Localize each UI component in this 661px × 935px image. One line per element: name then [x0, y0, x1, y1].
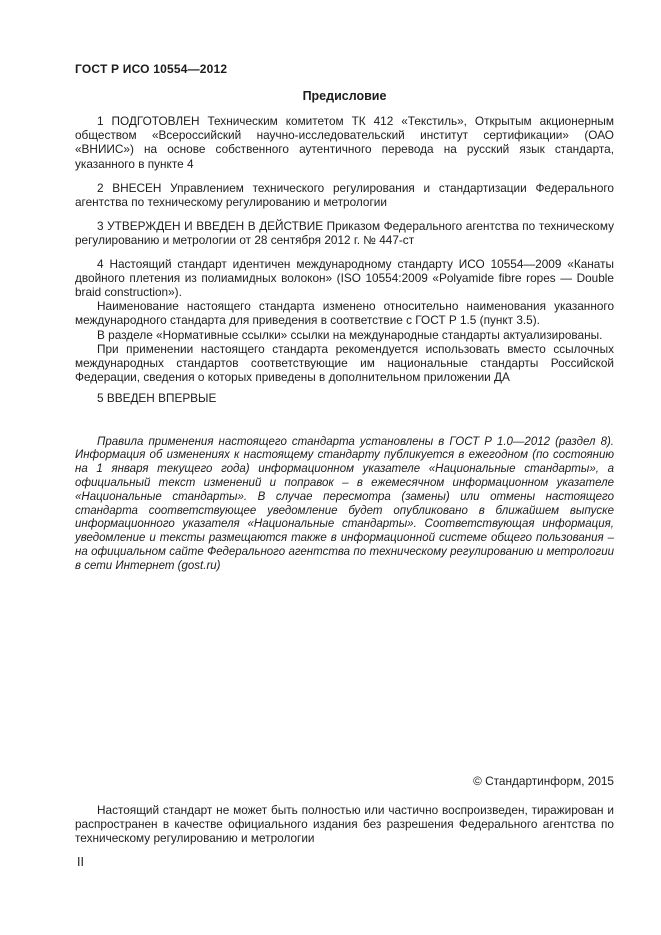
- foreword-item-5: 5 ВВЕДЕН ВПЕРВЫЕ: [97, 391, 217, 406]
- standard-code: ГОСТ Р ИСО 10554—2012: [75, 62, 228, 76]
- application-rules-note: Правила применения настоящего стандарта установлены в ГОСТ Р 1.0—2012 (раздел 8). Информация об изменениях к настоящему стандарту публикуется в ежегодном (по состоянию на 1 января текущего года) информационном указателе «Национальные стандарты», а официальный текст изменений и поправок – в ежемесячном информационном указателе «Национальные стандарты». В случае пересмотра (замены) или отмены настоящего стандарта соответствующее уведомление будет опубликовано в ближайшем выпуске информационного указателя «Национальные стандарты». Соответствующая информация, уведомление и тексты размещаются также в информационной системе общего пользования – на официальном сайте Федерального агентства по техническому регулированию и метрологии в сети Интернет (gost.ru): [75, 435, 614, 572]
- foreword-content: [75, 62, 614, 574]
- foreword-item-4-note-1: Наименование настоящего стандарта изменено относительно наименования указанного международного стандарта для приведения в соответствие с ГОСТ Р 1.5 (пункт 3.5).: [75, 299, 614, 328]
- foreword-item-2: 2 ВНЕСЕН Управлением технического регулирования и стандартизации Федерального агентства по техническому регулированию и метрологии: [75, 180, 614, 210]
- foreword-item-3: 3 УТВЕРЖДЕН И ВВЕДЕН В ДЕЙСТВИЕ Приказом Федерального агентства по техническому регулированию и метрологии от 28 сентября 2012 г. № 447-ст: [75, 219, 614, 248]
- page-title: Предисловие: [302, 89, 387, 103]
- reproduction-restriction: Настоящий стандарт не может быть полностью или частично воспроизведен, тиражирован и распространен в качестве официального издания без разрешения Федерального агентства по техническому регулированию и метрологии: [75, 803, 614, 846]
- page-number: II: [77, 855, 84, 869]
- foreword-item-4: 4 Настоящий стандарт идентичен международному стандарту ИСО 10554—2009 «Канаты двойного плетения из полиамидных волокон» (ISO 10554:2009 «Polyamide fibre ropes — Double braid construction»).: [75, 256, 614, 300]
- foreword-item-4-note-3: При применении настоящего стандарта рекомендуется использовать вместо ссылочных международных стандартов соответствующие им национальные стандарты Российской Федерации, сведения о которых приведены в дополнительном приложении ДА: [75, 341, 614, 385]
- foreword-item-4-note-2: В разделе «Нормативные ссылки» ссылки на международные стандарты актуализированы.: [97, 327, 603, 342]
- foreword-body: [75, 114, 614, 406]
- copyright-notice: © Стандартинформ, 2015: [473, 774, 614, 788]
- foreword-item-1: 1 ПОДГОТОВЛЕН Техническим комитетом ТК 412 «Текстиль», Открытым акционерным обществом «Всероссийский научно-исследовательский институт сертификации» (ОАО «ВНИИС») на основе собственного аутентичного перевода на русский язык стандарта, указанного в пункте 4: [75, 114, 614, 171]
